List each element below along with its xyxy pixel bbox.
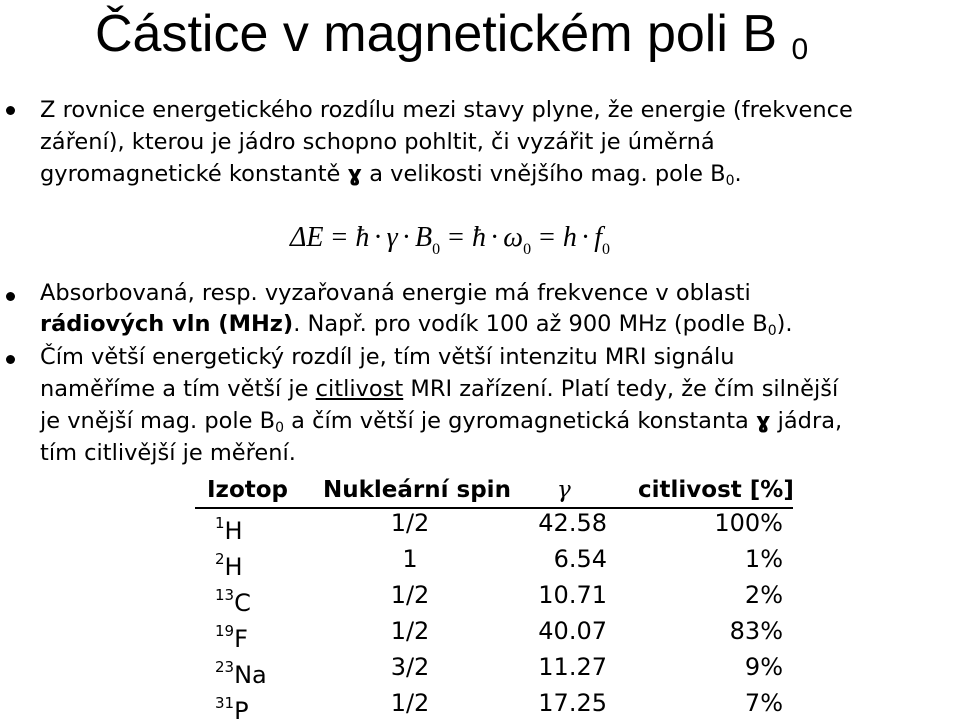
bullet-3-text-3: [40, 408, 842, 434]
bullet-3-line-1: [40, 342, 735, 372]
formula-dot-3: ·: [489, 222, 500, 253]
formula-equals-2: =: [448, 222, 464, 253]
element-symbol: P: [234, 697, 249, 725]
slide-title-text: Částice v magnetickém poli B: [95, 5, 778, 63]
mass-number: 13: [215, 586, 235, 604]
bullet-3-text-1: Čím větší energetický rozdíl je, tím větší intenzitu MRI signálu: [40, 344, 735, 370]
header-isotope: Izotop: [207, 477, 289, 503]
sensitivity-cell: 83%: [729, 617, 783, 645]
element-symbol: H: [224, 517, 243, 545]
formula-f-subscript: 0: [601, 241, 610, 258]
bullet-marker-2: [6, 292, 15, 301]
formula-equals-3: =: [539, 222, 555, 253]
header-nuclear-spin: Nukleární spin: [323, 477, 511, 503]
bullet-2-text-2b: . Např. pro vodík 100 až 900 MHz (podle B: [293, 311, 768, 337]
table-header: [195, 470, 793, 506]
spin-cell: 1: [402, 545, 418, 573]
bullet-2-line-1: [40, 278, 751, 308]
bullet-1-line-3: [40, 159, 742, 196]
isotope-cell: [215, 616, 248, 654]
subscript-zero: 0: [275, 420, 284, 436]
bullet-3-line-2: [40, 374, 838, 404]
sensitivity-link[interactable]: citlivost: [315, 376, 404, 402]
bullet-1-text-2: záření), kterou je jádro schopno pohltit, či vyzářit je úměrná: [40, 129, 715, 155]
gamma-cell: 42.58: [538, 509, 607, 537]
sensitivity-cell: 9%: [744, 653, 783, 681]
formula-equals-1: =: [331, 222, 348, 253]
spin-cell: 1/2: [390, 689, 430, 717]
mass-number: 19: [215, 622, 235, 640]
bullet-1-text-3a: gyromagnetické konstantě: [40, 161, 341, 187]
formula-b-subscript: 0: [432, 241, 441, 258]
bullet-marker-3: [6, 355, 15, 364]
bullet-1-text-3: [40, 161, 742, 187]
bullet-2-text-2: [40, 311, 793, 337]
gamma-cell: 6.54: [553, 545, 607, 573]
mass-number: 2: [215, 550, 225, 568]
element-symbol: Na: [234, 661, 267, 689]
formula-h: h: [562, 222, 577, 253]
mass-number: 31: [215, 694, 235, 712]
sensitivity-cell: 100%: [714, 509, 783, 537]
sensitivity-cell: 1%: [744, 545, 783, 573]
bullet-2-text-2-end: ).: [776, 311, 793, 337]
sensitivity-cell: 2%: [744, 581, 783, 609]
isotope-cell: [215, 688, 249, 726]
bullet-2-text-1: Absorbovaná, resp. vyzařovaná energie má frekvence v oblasti: [40, 280, 751, 306]
formula-delta-e: ΔE: [290, 222, 324, 253]
formula-b: B: [415, 222, 433, 253]
bullet-3-text-4: tím citlivější je měření.: [40, 440, 296, 466]
header-gamma: γ: [557, 477, 571, 503]
bullet-3-text-2: [40, 376, 838, 402]
energy-formula: [290, 218, 610, 270]
gamma-cell: 11.27: [538, 653, 607, 681]
bullet-3-text-3c: jádra,: [777, 408, 843, 434]
bullet-1-text-3-end: .: [734, 161, 742, 187]
isotope-table: [195, 470, 793, 725]
element-symbol: F: [234, 625, 248, 653]
subscript-zero: 0: [725, 173, 735, 189]
spin-cell: 3/2: [390, 653, 430, 681]
bullet-marker-1: [6, 106, 15, 115]
bullet-2-line-2: [40, 309, 793, 346]
subscript-zero: 0: [767, 323, 777, 339]
isotope-cell: [215, 652, 267, 690]
element-symbol: H: [224, 553, 243, 581]
bullet-1-text-1: Z rovnice energetického rozdílu mezi stavy plyne, že energie (frekvence: [40, 97, 853, 123]
radio-waves-bold: rádiových vln (MHz): [40, 311, 294, 337]
slide-title-subscript: 0: [791, 33, 809, 66]
bullet-1-line-2: [40, 127, 715, 157]
formula-f: f: [594, 222, 602, 253]
formula-dot-4: ·: [580, 222, 591, 253]
formula-hbar-1: ħ: [355, 222, 370, 253]
formula-gamma: γ: [386, 222, 398, 253]
formula-dot-1: ·: [373, 222, 383, 253]
isotope-cell: [215, 544, 243, 582]
formula-dot-2: ·: [401, 222, 412, 253]
header-sensitivity: citlivost [%]: [638, 477, 794, 503]
sensitivity-cell: 7%: [744, 689, 783, 717]
spin-cell: 1/2: [390, 509, 430, 537]
gamma-symbol: ɣ: [347, 161, 363, 187]
mass-number: 1: [215, 514, 225, 532]
spin-cell: 1/2: [390, 581, 430, 609]
gamma-symbol: ɣ: [755, 408, 771, 434]
isotope-cell: [215, 580, 251, 618]
bullet-3-text-3a: je vnější mag. pole B: [40, 408, 276, 434]
spin-cell: 1/2: [390, 617, 430, 645]
formula-omega: ω: [503, 222, 524, 253]
slide-title: [95, 2, 808, 82]
bullet-3-line-4: [40, 438, 296, 468]
bullet-1-line-1: [40, 95, 853, 125]
element-symbol: C: [234, 589, 251, 617]
bullet-3-text-2a: naměříme a tím větší je: [40, 376, 316, 402]
formula-omega-subscript: 0: [523, 241, 532, 258]
isotope-cell: [215, 508, 243, 546]
bullet-3-text-2b: MRI zařízení. Platí tedy, že čím silnější: [403, 376, 839, 402]
mass-number: 23: [215, 658, 235, 676]
gamma-cell: 17.25: [538, 689, 607, 717]
formula-hbar-2: ħ: [471, 222, 486, 253]
gamma-cell: 10.71: [538, 581, 607, 609]
bullet-3-text-3b: a čím větší je gyromagnetická konstanta: [284, 408, 749, 434]
gamma-cell: 40.07: [538, 617, 607, 645]
bullet-1-text-3b: a velikosti vnějšího mag. pole B: [369, 161, 726, 187]
